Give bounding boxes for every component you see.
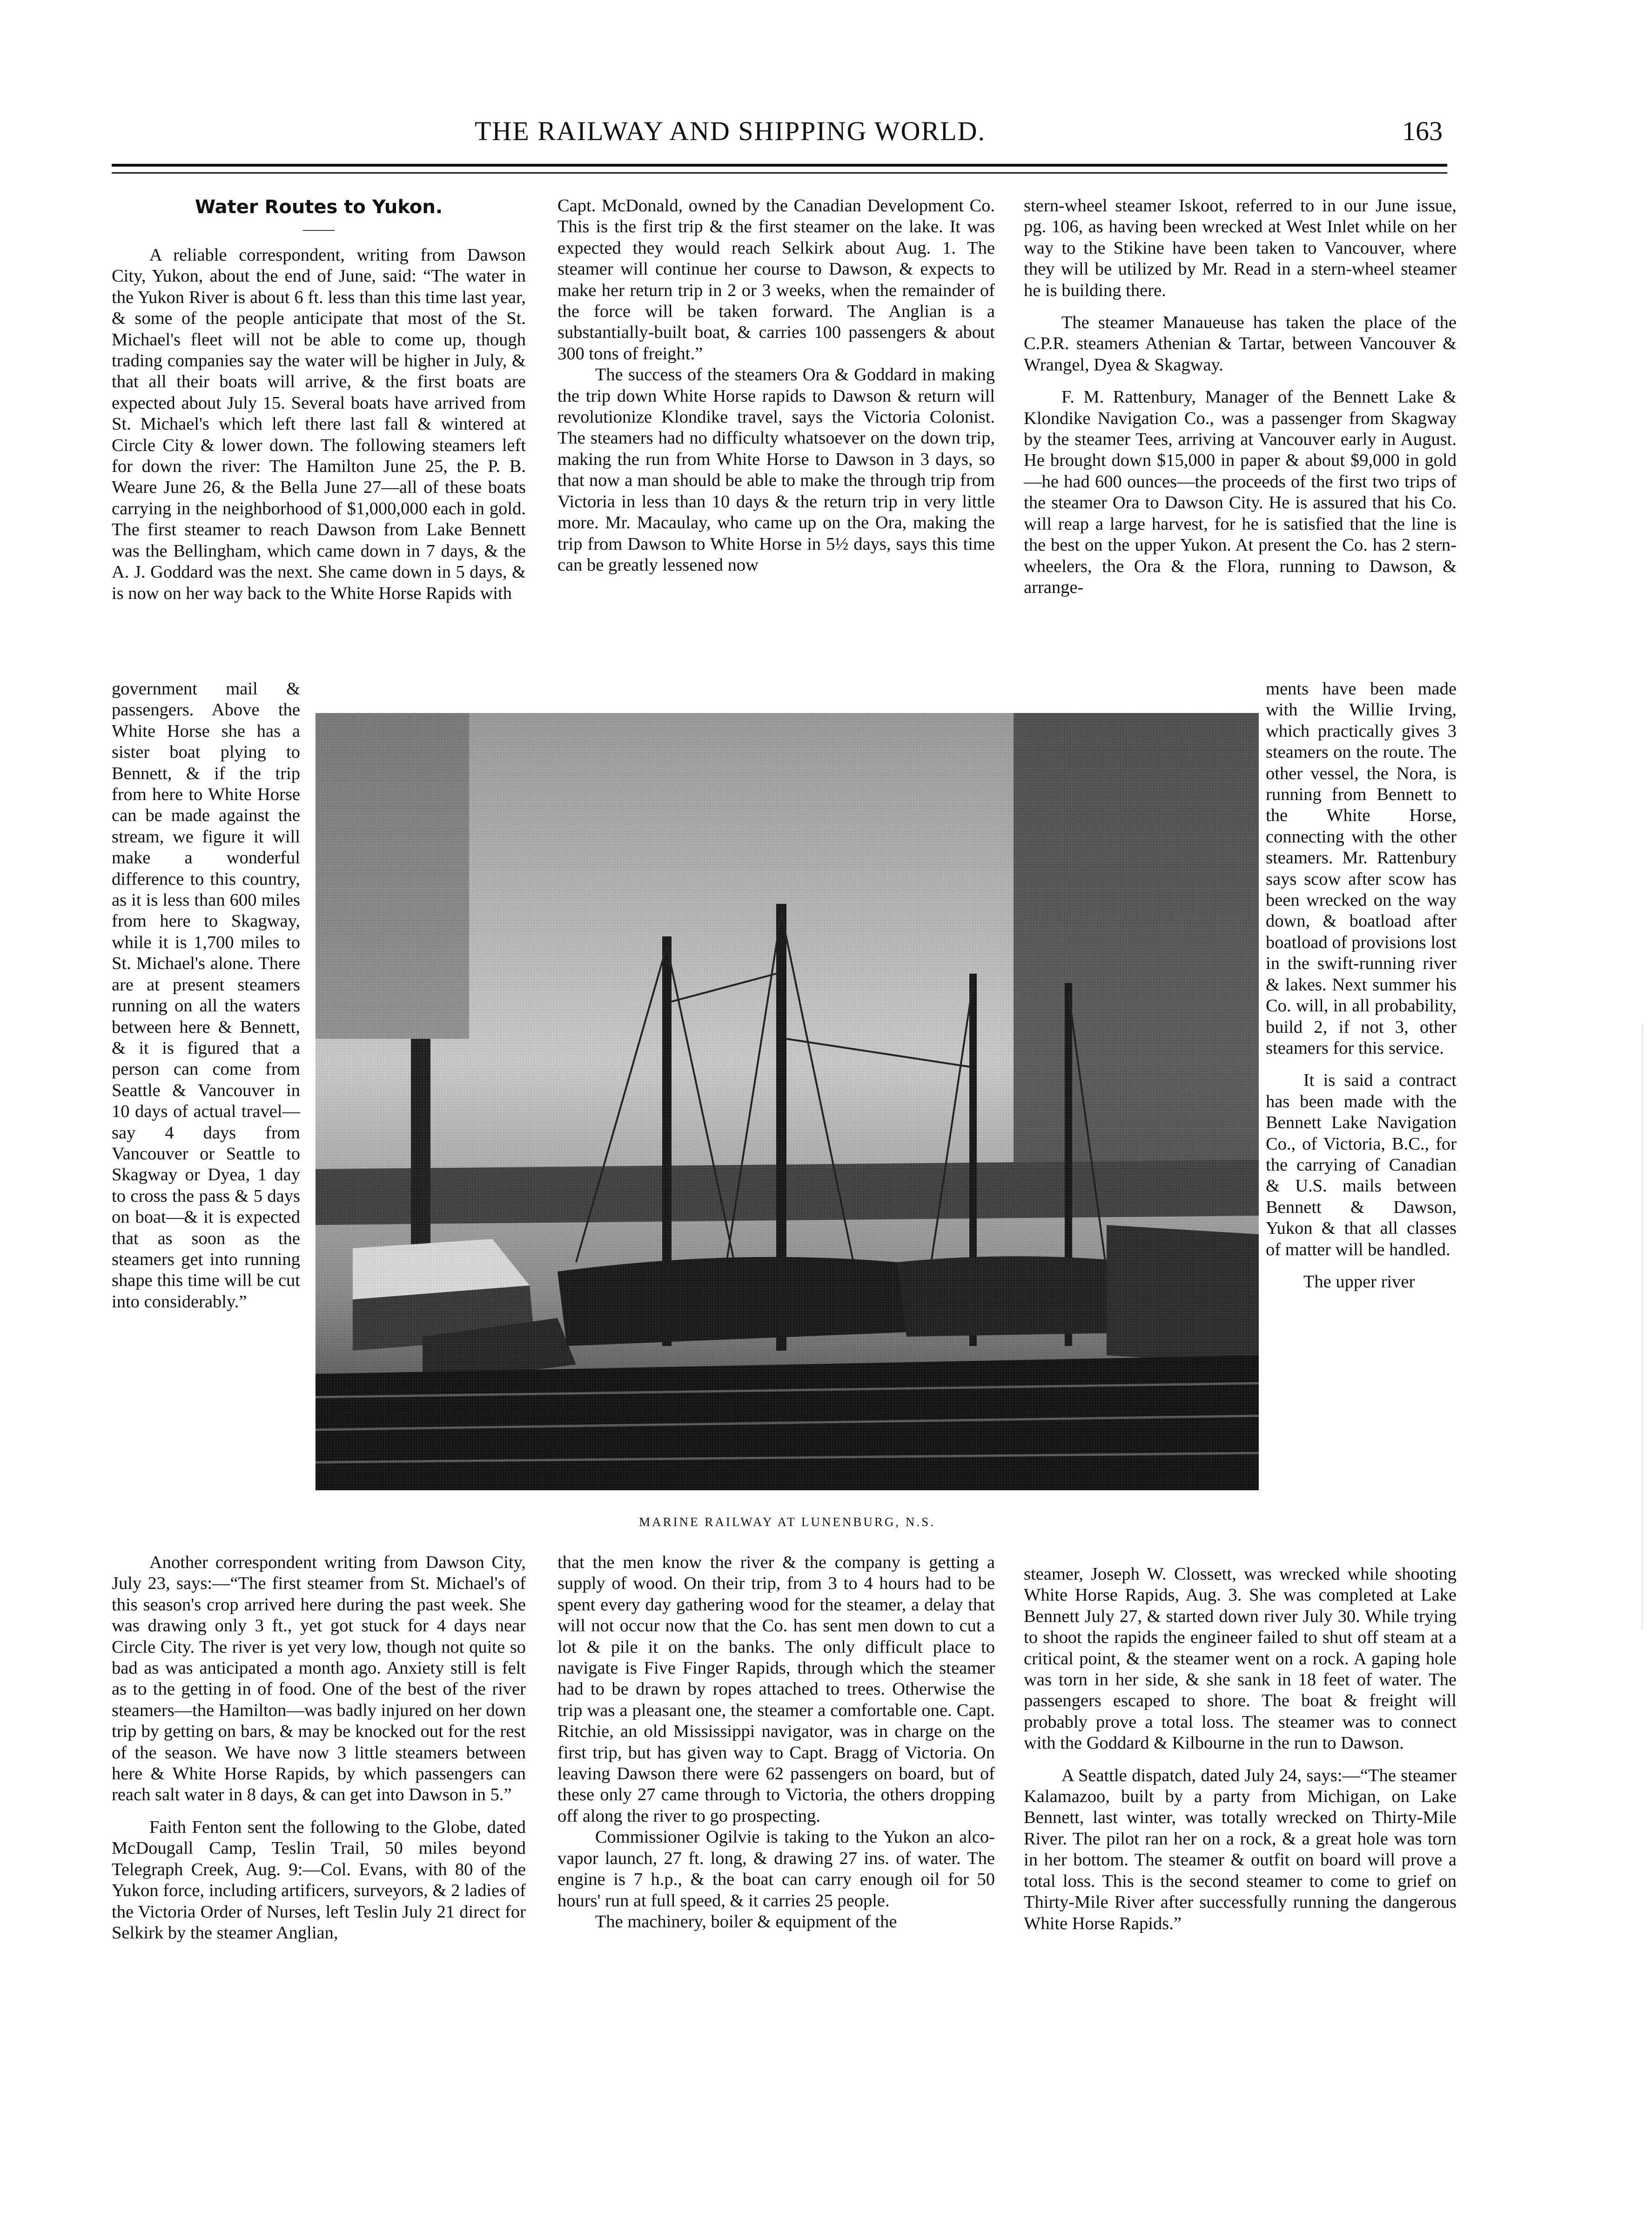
paragraph: The steamer Manaueuse has taken the place of the C.P.R. steamers Athenian & Tartar, between Vancouver & Wrangel, Dyea & Skagway. (1024, 313, 1457, 375)
column-1-top (112, 195, 526, 604)
photo-caption: MARINE RAILWAY AT LUNENBURG, N.S. (639, 1515, 935, 1529)
paragraph: Commissioner Ogilvie is taking to the Yukon an alco-vapor launch, 27 ft. long, & drawing 27 ins. of water. The engine is 7 h.p., & the boat can carry enough oil for 50 hours' run at full speed, & it carries 25 people. (557, 1827, 995, 1911)
heading-separator: —— (303, 221, 335, 238)
paragraph: Capt. McDonald, owned by the Canadian Development Co. This is the first trip & the first steamer on the lake. It was expected they would reach Selkirk about Aug. 1. The steamer will continue her course to Dawson, & expects to make her return trip in 2 or 3 weeks, when the remainder of the force will be taken forward. The Anglian is a substantially-built boat, & carries 100 passengers & about 300 tons of freight.” (557, 196, 995, 363)
header-rule (112, 164, 1447, 167)
paragraph: F. M. Rattenbury, Manager of the Bennett Lake & Klondike Navigation Co., was a passenger from Skagway by the steamer Tees, arriving at Vancouver early in August. He brought down $15,000 in paper & about $9,000 in gold—he had 600 ounces—the proceeds of the first two trips of the steamer Ora to Dawson City. He is assured that his Co. will reap a large harvest, for he is satisfied that the line is the best on the upper Yukon. At present the Co. has 2 stern-wheelers, the Ora & the Flora, running to Dawson, & arrange- (1024, 387, 1457, 597)
column-3-narrow (1266, 679, 1457, 1292)
column-1-narrow (112, 679, 300, 1312)
harbor-photo (316, 713, 1259, 1490)
paragraph: Another correspondent writing from Dawson City, July 23, says:—“The first steamer from St. Michael's of this season's crop arrived here during the past week. She was drawing only 3 ft., yet got stuck for 4 days near Circle City. The river is yet very low, though not quite so bad as was anticipated a month ago. Anxiety still is felt as to the getting in of food. One of the best of the river steamers—the Hamilton—was badly injured on her down trip by getting on bars, & may be knocked out for the rest of the season. We have now 3 little steamers between here & White Horse Rapids, by which passengers can reach salt water in 8 days, & can get into Dawson in 5.” (112, 1553, 526, 1805)
header-rule-thin (112, 172, 1447, 174)
paragraph: The success of the steamers Ora & Goddard in making the trip down White Horse rapids to Dawson & return will revolutionize Klondike travel, says the Victoria Colonist. The steamers had no difficulty whatsoever on the down trip, making the run from White Horse to Dawson in 3 days, so that now a man should be able to make the through trip from Victoria in less than 10 days & the return trip in very little more. Mr. Macaulay, who came up on the Ora, making the trip from Dawson to White Horse in 5½ days, says this time can be greatly lessened now (557, 365, 995, 575)
paragraph: Faith Fenton sent the following to the Globe, dated McDougall Camp, Teslin Trail, 50 miles beyond Telegraph Creek, Aug. 9:—Col. Evans, with 80 of the Yukon force, including artificers, surveyors, & 2 ladies of the Victoria Order of Nurses, left Teslin July 21 direct for Selkirk by the steamer Anglian, (112, 1817, 526, 1943)
scan-edge-marks (1642, 1024, 1645, 1629)
article-heading: Water Routes to Yukon. (195, 196, 443, 218)
page-header (112, 115, 1447, 157)
paragraph: The machinery, boiler & equipment of the (595, 1911, 897, 1931)
column-3-bottom (1024, 1564, 1457, 1934)
paragraph: stern-wheel steamer Iskoot, referred to in our June issue, pg. 106, as having been wrecked at West Inlet while on her way to the Stikine have been taken to Vancouver, where they will be utilized by Mr. Read in a stern-wheel steamer he is building there. (1024, 196, 1457, 300)
paragraph: A Seattle dispatch, dated July 24, says:—“The steamer Kalamazoo, built by a party from Michigan, on Lake Bennett, last winter, was totally wrecked on Thirty-Mile River. The pilot ran her on a rock, & a great hole was torn in her bottom. The steamer & outfit on board will prove a total loss. This is the second steamer to come to grief on Thirty-Mile River after successfully running the dangerous White Horse Rapids.” (1024, 1765, 1457, 1933)
paragraph: steamer, Joseph W. Clossett, was wrecked while shooting White Horse Rapids, Aug. 3. She was completed at Lake Bennett July 27, & started down river July 30. While trying to shoot the rapids the engineer failed to shut off steam at a critical point, & the steamer went on a rock. A gaping hole was torn in her side, & she sank in 18 feet of water. The passengers escaped to shore. The boat & freight will probably prove a total loss. The steamer was to connect with the Goddard & Kilbourne in the run to Dawson. (1024, 1564, 1457, 1753)
paragraph: that the men know the river & the company is getting a supply of wood. On their trip, from 3 to 4 hours had to be spent every day gathering wood for the steamer, a delay that will not occur now that the Co. has sent men down to cut a lot & pile it on the banks. The only difficult place to navigate is Five Finger Rapids, through which the steamer had to be drawn by ropes attached to trees. Otherwise the trip was a pleasant one, the steamer a comfortable one. Capt. Ritchie, an old Mississippi navigator, was in charge on the first trip, but has given way to Capt. Bragg of Victoria. On leaving Dawson there were 62 passengers on board, but of these only 27 came through to Victoria, the others dropping off along the river to go prospecting. (557, 1553, 995, 1826)
paragraph: government mail & passengers. Above the White Horse she has a sister boat plying to Bennett, & if the trip from here to White Horse can be made against the stream, we figure it will make a wonderful difference to this country, as it is less than 600 miles from here to Skagway, while it is 1,700 miles to St. Michael's alone. There are at present steamers running on all the waters between here & Bennett, & it is figured that a person can come from Seattle & Vancouver in 10 days of actual travel—say 4 days from Vancouver or Seattle to Skagway or Dyea, 1 day to cross the pass & 5 days on boat—& it is expected that as soon as the steamers get into running shape this time will be cut into considerably.” (112, 679, 300, 1312)
column-1-bottom (112, 1552, 526, 1944)
paragraph: A reliable correspondent, writing from Dawson City, Yukon, about the end of June, said: “The water in the Yukon River is about 6 ft. less than this time last year, & some of the people anticipate that most of the St. Michael's fleet will not be able to come up, though trading companies say the water will be higher in July, & that all their boats will arrive, & the first boats are expected about July 15. Several boats have arrived from St. Michael's which left there last fall & wintered at Circle City & lower down. The following steamers left for down the river: The Hamilton June 25, the P. B. Weare June 26, & the Bella June 27—all of these boats carrying in the neighborhood of $1,000,000 each in gold. The first steamer to reach Dawson from Lake Bennett was the Bellingham, which came down in 7 days, & the A. J. Goddard was the next. She came down in 5 days, & is now on her way back to the White Horse Rapids with (112, 245, 526, 603)
ships-illustration (316, 713, 1259, 1490)
column-3-top (1024, 195, 1457, 598)
paragraph: The upper river (1303, 1272, 1415, 1292)
paragraph: ments have been made with the Willie Irving, which practically gives 3 steamers on the route. The other vessel, the Nora, is running from Bennett to the White Horse, connecting with the other steamers. Mr. Rattenbury says scow after scow has been wrecked on the way down, & boatload after boatload of provisions lost in the swift-running river & lakes. Next summer his Co. will, in all probability, build 2, if not 3, other steamers for this service. (1266, 679, 1457, 1058)
column-2-bottom (557, 1552, 995, 1932)
column-2-top (557, 195, 995, 576)
running-title: THE RAILWAY AND SHIPPING WORLD. (475, 116, 986, 146)
paragraph: It is said a contract has been made with the Bennett Lake Navigation Co., of Victoria, B.C., for the carrying of Canadian & U.S. mails between Bennett & Dawson, Yukon & that all classes of matter will be handled. (1266, 1070, 1457, 1259)
page-number: 163 (1402, 116, 1443, 146)
